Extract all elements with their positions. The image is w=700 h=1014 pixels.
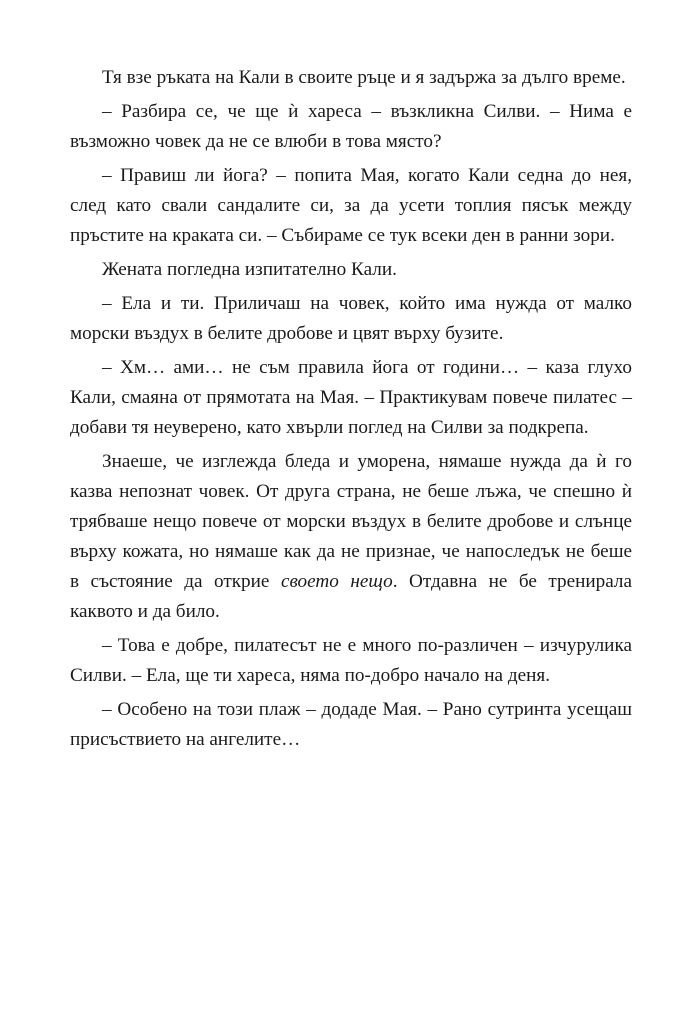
paragraph-8: – Това е добре, пилатесът не е много по-различен – изчурулика Силви. – Ела, ще ти хареса, няма по-добро начало на деня. (70, 635, 632, 686)
paragraph-6: – Хм… ами… не съм правила йога от години… – каза глухо Кали, смаяна от прямотата на Мая. – Практикувам повече пилатес – добави тя неуверено, като хвърли поглед на Силви за подкрепа. (70, 357, 632, 438)
paragraph-7-text-after: . Отдавна не бе тренирала каквото и да било. (70, 571, 633, 622)
paragraph-3: – Правиш ли йога? – попита Мая, когато Кали седна до нея, след като свали сандалите си, за да усети топлия пясък между пръстите на краката си. – Събираме се тук всеки ден в ранни зори. (70, 165, 632, 246)
paragraph-4: Жената погледна изпитателно Кали. (102, 259, 397, 280)
paragraph-5: – Ела и ти. Приличаш на човек, който има нужда от малко морски въздух в белите дробове и цвят върху бузите. (70, 293, 632, 344)
paragraph-7 (70, 447, 632, 627)
paragraph-7-text-before: Знаеше, че изглежда бледа и уморена, нямаше нужда да ѝ го казва непознат човек. От друга страна, не беше лъжа, че спешно ѝ трябваше нещо повече от морски въздух в белите дробове и слънце върху кожата, но нямаше как да не признае, че напоследък не беше в състояние да открие (70, 451, 632, 592)
paragraph-7-italic: своето нещо (280, 571, 393, 592)
body-text (70, 63, 632, 759)
paragraph-1: Тя взе ръката на Кали в своите ръце и я задържа за дълго време. (102, 67, 626, 88)
paragraph-9: – Особено на този плаж – додаде Мая. – Рано сутринта усещаш присъствието на ангелите… (70, 699, 632, 750)
paragraph-2: – Разбира се, че ще ѝ хареса – възкликна Силви. – Нима е възможно човек да не се влюби в това място? (70, 101, 632, 152)
